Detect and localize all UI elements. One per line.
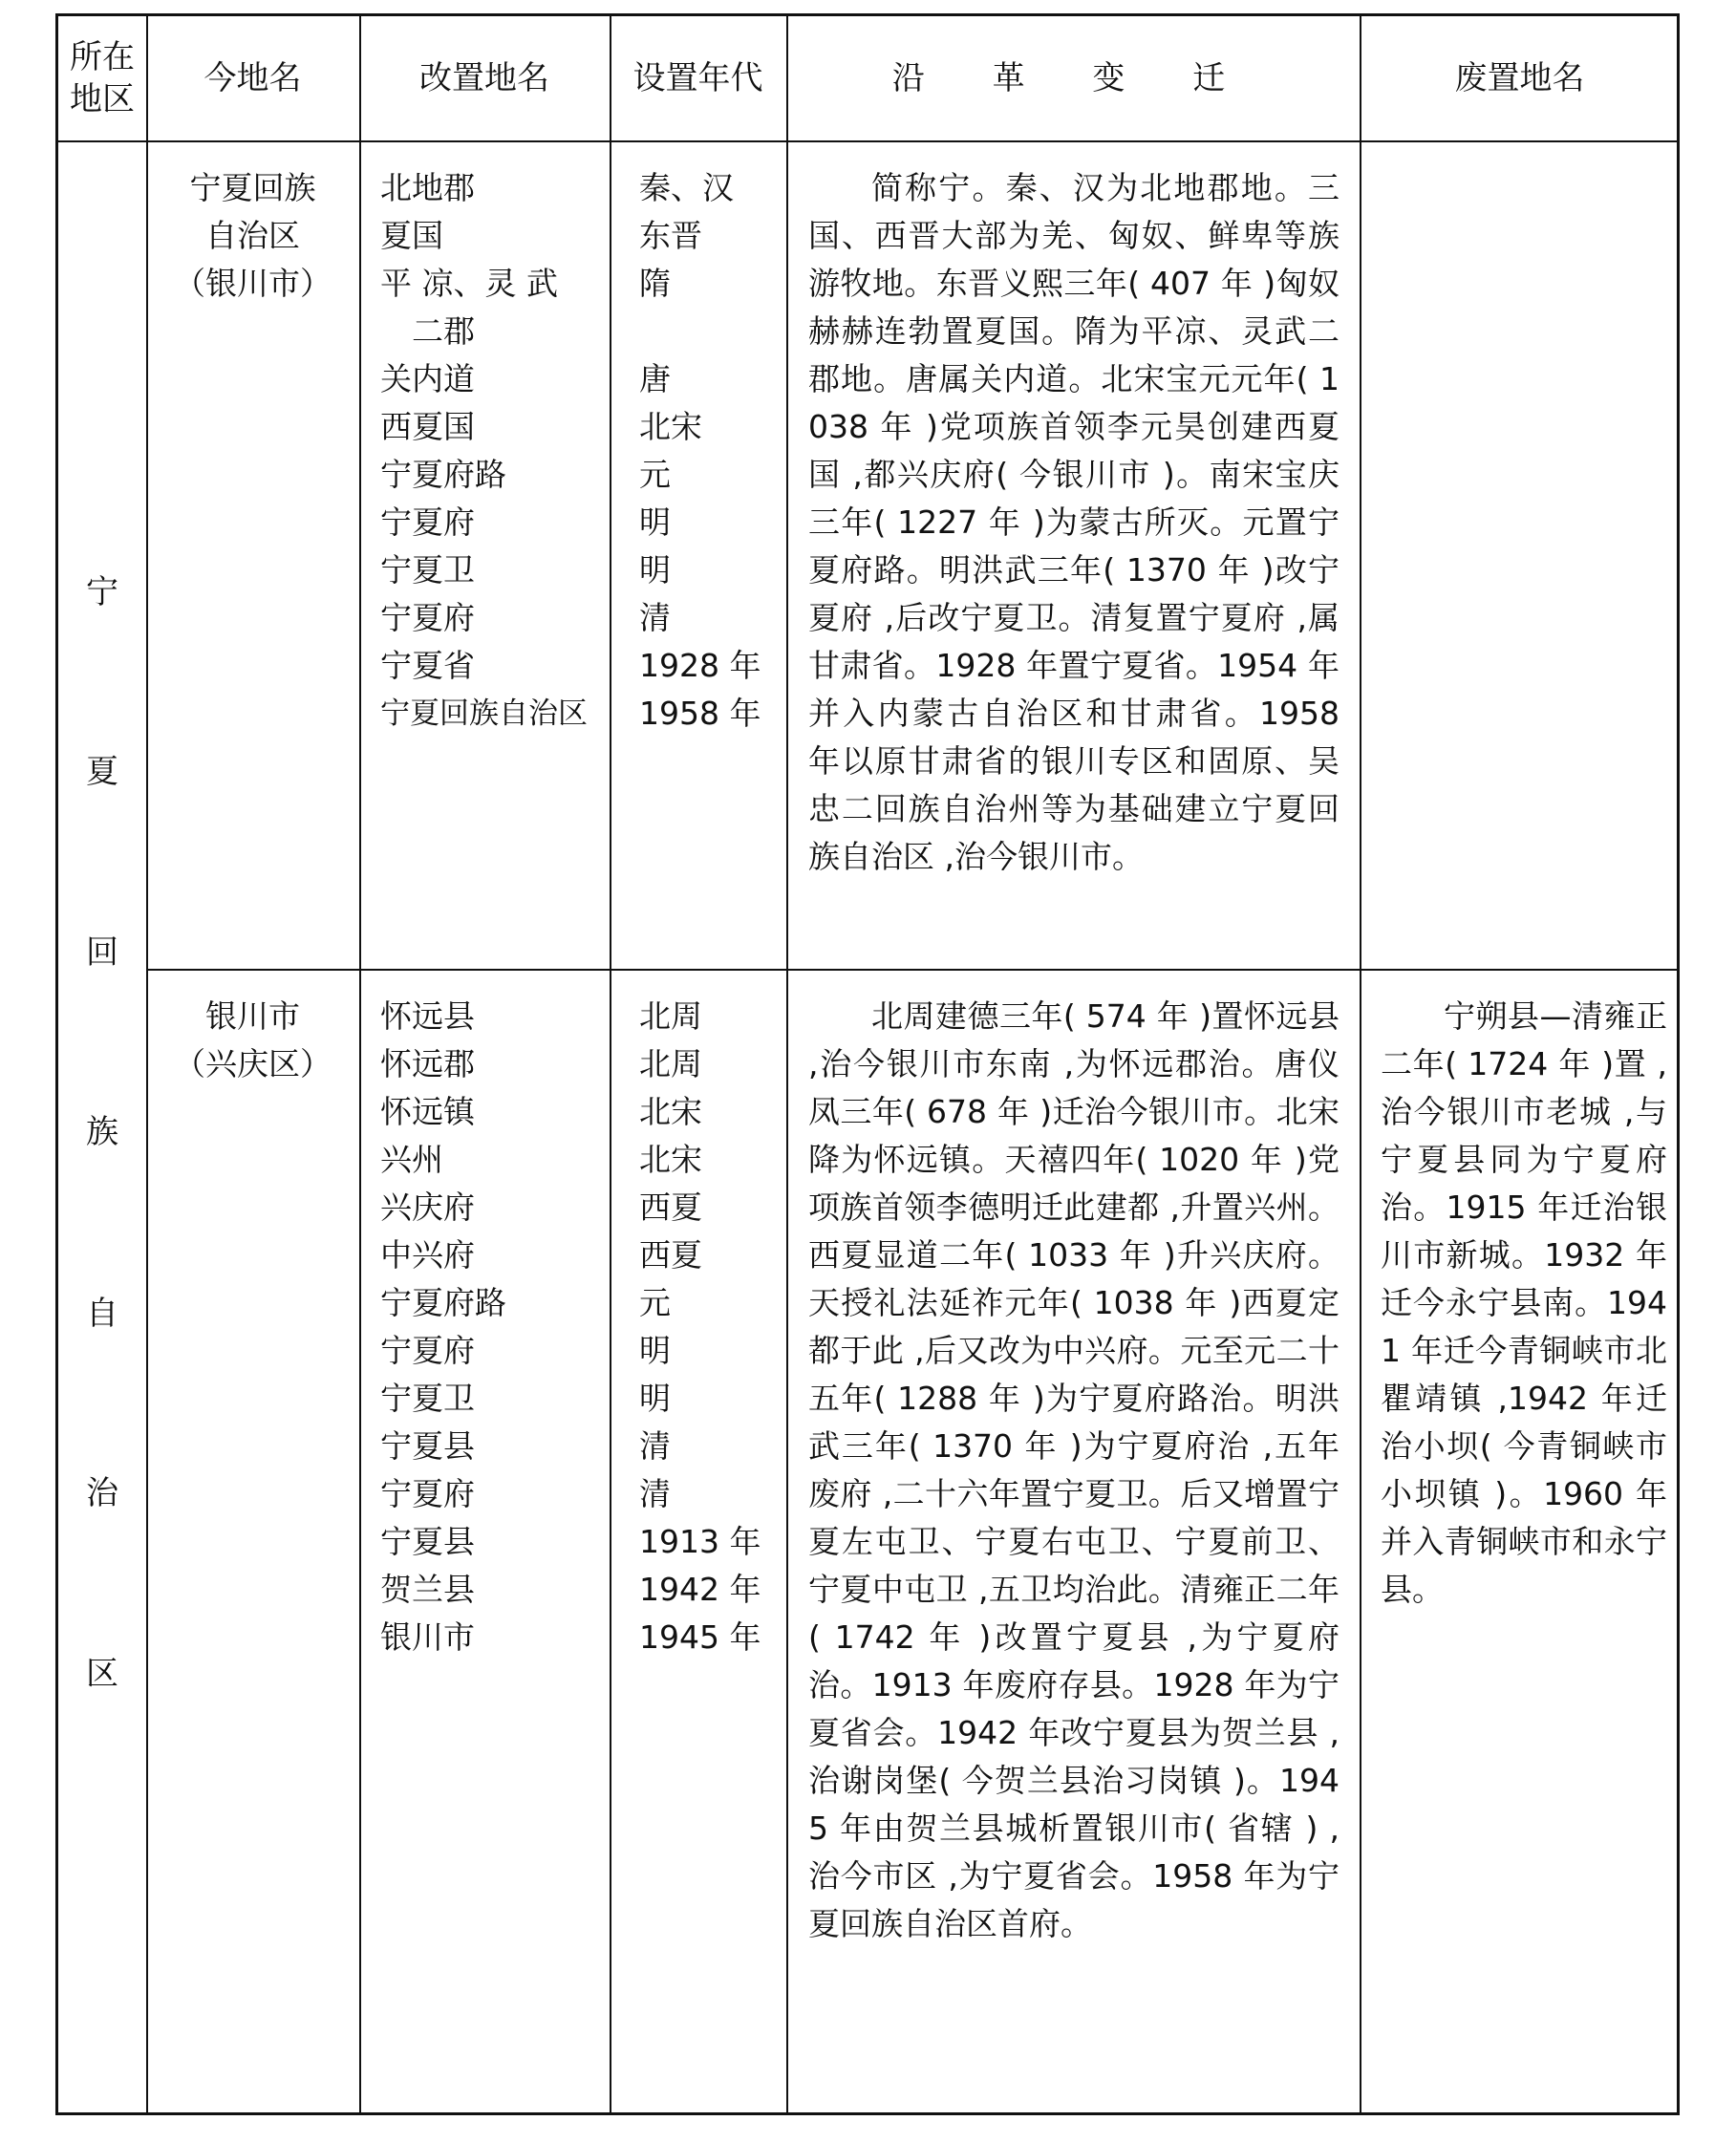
set-year: 北宋 — [639, 1093, 702, 1130]
set-name: 宁夏府路 — [380, 456, 506, 493]
modern-name-line: （兴庆区） — [174, 1045, 332, 1082]
header-region-line2: 地区 — [70, 80, 135, 118]
table-row-2-years — [639, 993, 786, 1661]
set-year: 元 — [639, 456, 671, 493]
header-divider — [58, 140, 1677, 142]
set-year: 北周 — [639, 1045, 702, 1082]
set-name: 兴州 — [380, 1141, 443, 1178]
set-name: 宁夏卫 — [380, 1380, 475, 1417]
header-set-name: 改置地名 — [419, 58, 549, 97]
modern-name-line: 宁夏回族 — [189, 169, 316, 206]
table-row-2-history: 北周建德三年( 574 年 )置怀远县 ,治今银川市东南 ,为怀远郡治。唐仪凤三年( 678 年 )迁治今银川市。北宋降为怀远镇。天禧四年( 1020 年 )党项族首领李德明迁此建都 ,升置兴州。西夏显道二年( 1033 年 )升兴庆府。天授礼法延祚元年( 1038 年 )西夏定都于此 ,后又改为中兴府。元至元二十五年( 1288 年 )为宁夏府路治。明洪武三年( 1370 年 )为宁夏府治 ,五年废府 ,二十六年置宁夏卫。后又增置宁夏左屯卫、宁夏右屯卫、宁夏前卫、宁夏中屯卫 ,五卫均治此。清雍正二年( 1742 年 )改置宁夏县 ,为宁夏府治。1913 年废府存县。1928 年为宁夏省会。1942 年改宁夏县为贺兰县 ,治谢岗堡( 今贺兰县治习岗镇 )。1945 年由贺兰县城析置银川市( 省辖 ) ,治今市区 ,为宁夏省会。1958 年为宁夏回族自治区首府。 — [808, 997, 1340, 1942]
set-year: 1928 年 — [639, 647, 761, 684]
set-name: 银川市 — [380, 1618, 475, 1656]
set-year: 元 — [639, 1284, 671, 1321]
set-year: 北周 — [639, 997, 702, 1035]
set-name: 宁夏府路 — [380, 1284, 506, 1321]
column-divider — [786, 16, 788, 2112]
header-region — [58, 16, 146, 140]
table-row-1-years — [639, 164, 786, 738]
column-divider — [1360, 16, 1361, 2112]
set-year: 秦、汉 — [639, 169, 734, 206]
column-divider — [359, 16, 361, 2112]
header-abolished: 废置地名 — [1454, 58, 1585, 97]
modern-name-line: 自治区 — [205, 217, 300, 254]
region-char: 区 — [86, 1655, 118, 1693]
table-row-2-modern — [146, 993, 359, 1088]
region-char: 治 — [86, 1474, 118, 1512]
region-char: 夏 — [86, 753, 118, 791]
set-name: 怀远镇 — [380, 1093, 475, 1130]
set-name: 北地郡 — [380, 169, 475, 206]
set-name: 中兴府 — [380, 1236, 475, 1274]
set-name: 平 凉、灵 武 — [380, 265, 558, 302]
region-char: 回 — [86, 933, 118, 972]
column-divider — [610, 16, 611, 2112]
set-name: 宁夏卫 — [380, 551, 475, 589]
set-year: 西夏 — [639, 1236, 702, 1274]
set-name: 夏国 — [380, 217, 443, 254]
region-cell — [58, 140, 146, 2115]
header-set-year: 设置年代 — [632, 58, 763, 97]
header-modern-name: 今地名 — [204, 58, 302, 97]
set-year: 隋 — [639, 265, 671, 302]
row-divider — [146, 969, 1677, 971]
table-row-1-names — [380, 164, 610, 738]
set-year: 清 — [639, 1475, 671, 1512]
set-year: 明 — [639, 503, 671, 541]
table-row-2-names — [380, 993, 610, 1661]
set-name: 宁夏府 — [380, 1475, 475, 1512]
set-name: 宁夏回族自治区 — [380, 696, 588, 731]
set-year: 1942 年 — [639, 1571, 761, 1608]
set-name: 宁夏县 — [380, 1427, 475, 1465]
set-year: 东晋 — [639, 217, 702, 254]
set-name: 宁夏府 — [380, 503, 475, 541]
header-history: 沿 革 变 迁 — [891, 58, 1254, 97]
modern-name-line: （银川市） — [174, 265, 332, 302]
set-year: 明 — [639, 1332, 671, 1369]
modern-name-line: 银川市 — [205, 997, 300, 1035]
set-year: 明 — [639, 1380, 671, 1417]
table-row-1-history: 简称宁。秦、汉为北地郡地。三国、西晋大部为羌、匈奴、鲜卑等族游牧地。东晋义熙三年( 407 年 )匈奴赫赫连勃置夏国。隋为平凉、灵武二郡地。唐属关内道。北宋宝元元年( 1038 年 )党项族首领李元昊创建西夏国 ,都兴庆府( 今银川市 )。南宋宝庆三年( 1227 年 )为蒙古所灭。元置宁夏府路。明洪武三年( 1370 年 )改宁夏府 ,后改宁夏卫。清复置宁夏府 ,属甘肃省。1928 年置宁夏省。1954 年并入内蒙古自治区和甘肃省。1958 年以原甘肃省的银川专区和固原、吴忠二回族自治州等为基础建立宁夏回族自治区 ,治今银川市。 — [808, 169, 1340, 875]
set-name: 兴庆府 — [380, 1189, 475, 1226]
header-region-line1: 所在 — [70, 37, 135, 76]
set-year — [639, 308, 786, 355]
history-table — [55, 13, 1680, 2115]
set-name: 怀远县 — [380, 997, 475, 1035]
set-name: 宁夏县 — [380, 1523, 475, 1560]
region-char: 族 — [86, 1113, 118, 1151]
set-year: 唐 — [639, 360, 671, 397]
table-row-1-modern — [146, 164, 359, 308]
set-year: 1945 年 — [639, 1618, 761, 1656]
set-year: 明 — [639, 551, 671, 589]
set-year: 西夏 — [639, 1189, 702, 1226]
set-year: 1913 年 — [639, 1523, 761, 1560]
table-row-2-abolished: 宁朔县—清雍正二年( 1724 年 )置 ,治今银川市老城 ,与宁夏县同为宁夏府治。1915 年迁治银川市新城。1932 年迁今永宁县南。1941 年迁今青铜峡市北瞿靖镇 ,1942 年迁治小坝( 今青铜峡市小坝镇 )。1960 年并入青铜峡市和永宁县。 — [1381, 997, 1667, 1608]
set-year: 北宋 — [639, 408, 702, 445]
set-name: 关内道 — [380, 360, 475, 397]
region-char: 自 — [86, 1295, 118, 1333]
set-year: 清 — [639, 1427, 671, 1465]
set-year: 清 — [639, 599, 671, 636]
set-name: 贺兰县 — [380, 1571, 475, 1608]
set-name: 西夏国 — [380, 408, 475, 445]
region-char: 宁 — [86, 573, 118, 611]
set-name: 二郡 — [380, 312, 475, 350]
set-name: 宁夏府 — [380, 1332, 475, 1369]
set-name: 宁夏府 — [380, 599, 475, 636]
set-year: 1958 年 — [639, 695, 761, 732]
set-name: 宁夏省 — [380, 647, 475, 684]
set-name: 怀远郡 — [380, 1045, 475, 1082]
set-year: 北宋 — [639, 1141, 702, 1178]
